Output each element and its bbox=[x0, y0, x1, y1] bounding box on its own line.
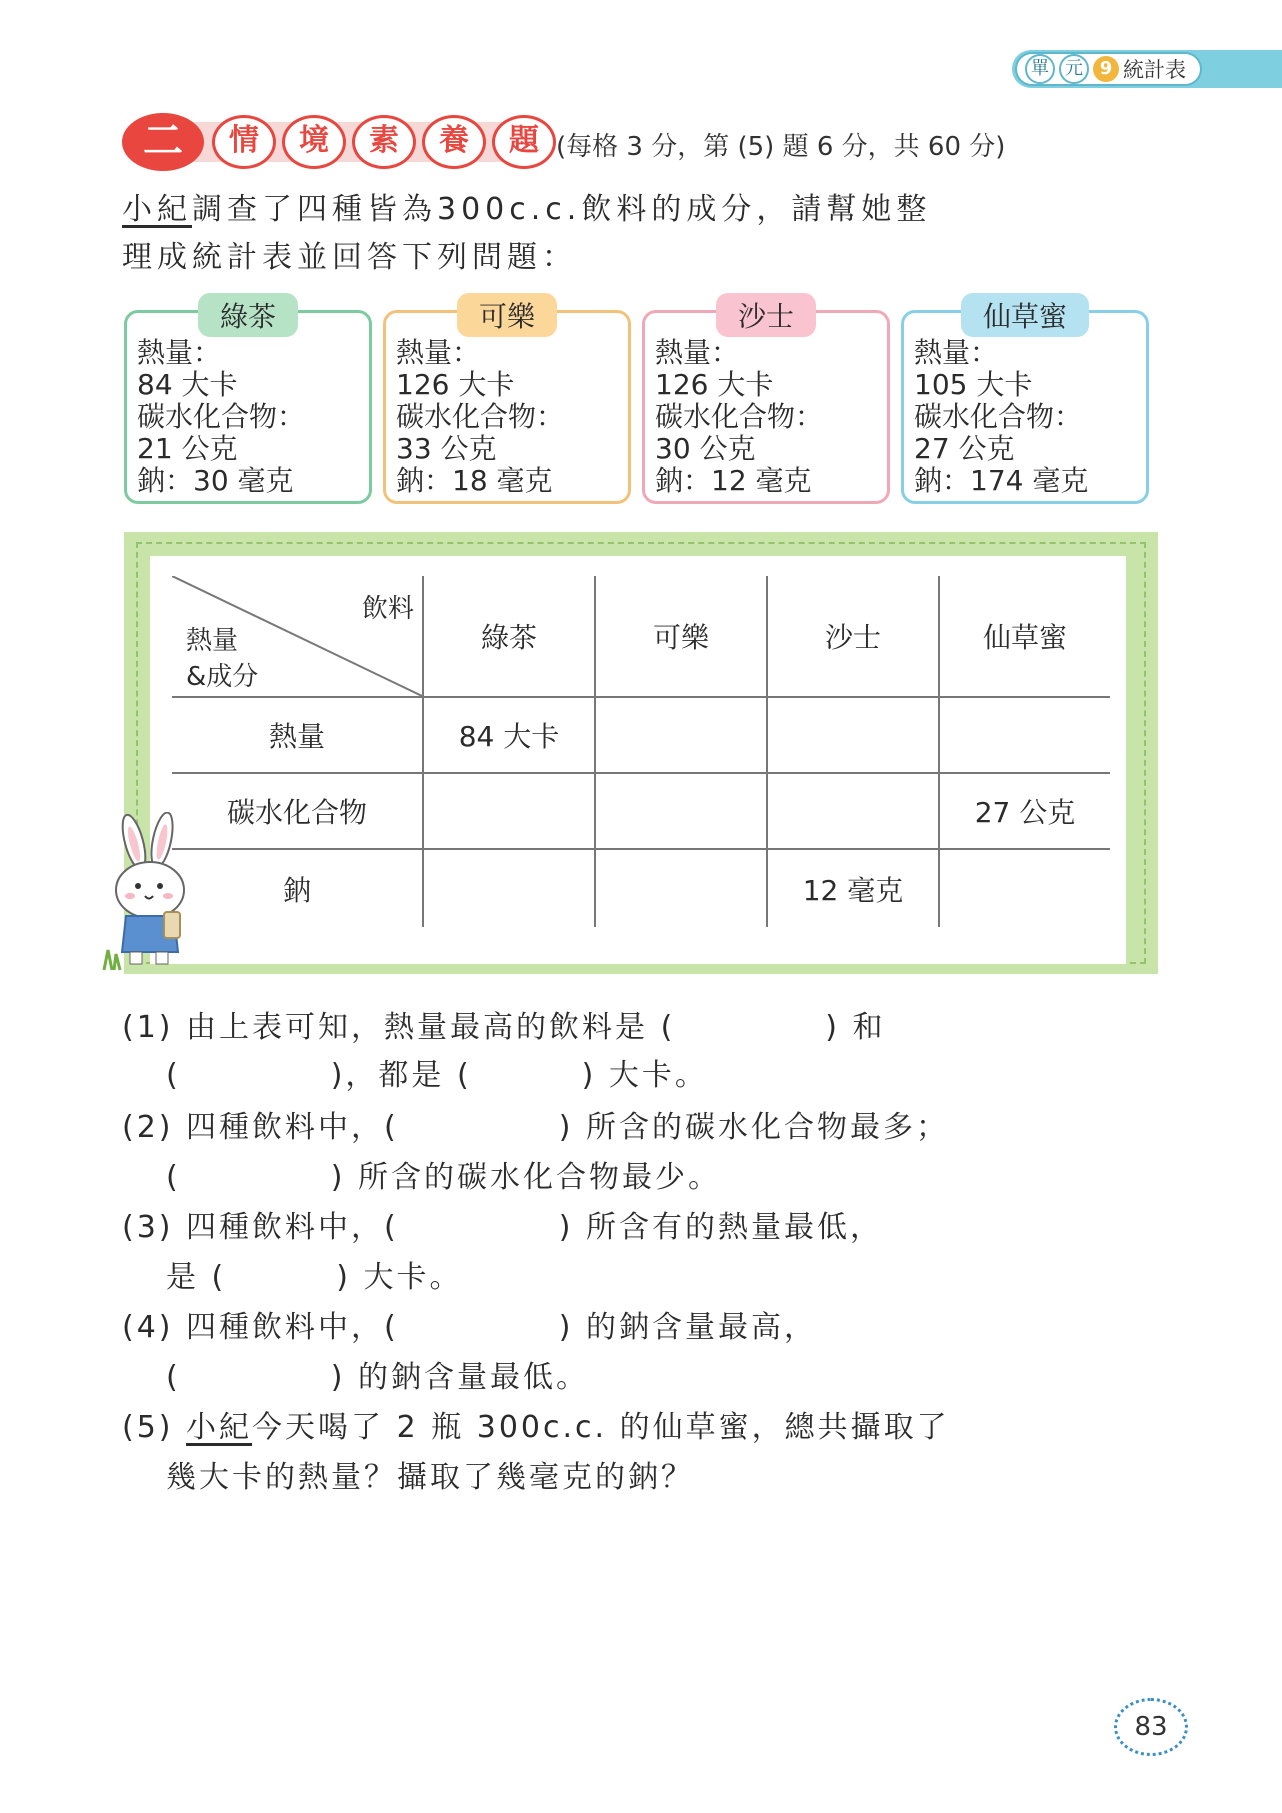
heat-label: 熱量： bbox=[396, 336, 481, 369]
carb-value: 21 公克 bbox=[137, 432, 238, 465]
heat-value: 126 大卡 bbox=[655, 368, 774, 401]
column-header: 綠茶 bbox=[423, 576, 595, 697]
question-text: (3) 四種飲料中，( bbox=[122, 1210, 399, 1245]
carb-value: 27 公克 bbox=[914, 432, 1015, 465]
unit-tab bbox=[1017, 54, 1200, 84]
column-header: 沙士 bbox=[767, 576, 939, 697]
table-row bbox=[172, 773, 1110, 849]
carb-label: 碳水化合物： bbox=[655, 400, 824, 433]
question-3-line-2 bbox=[166, 1252, 463, 1296]
question-text: 是 ( bbox=[166, 1260, 227, 1295]
table-cell[interactable] bbox=[423, 773, 595, 849]
question-text: ) 所含的碳水化合物最多； bbox=[558, 1110, 949, 1145]
question-text: ) 大卡。 bbox=[336, 1260, 463, 1295]
corner-cell bbox=[172, 576, 423, 697]
card-title: 綠茶 bbox=[198, 293, 298, 337]
table-cell[interactable] bbox=[767, 697, 939, 773]
table-cell[interactable] bbox=[767, 773, 939, 849]
section-title bbox=[212, 115, 556, 169]
heat-value: 126 大卡 bbox=[396, 368, 515, 401]
sodium-value: 鈉：12 毫克 bbox=[655, 464, 812, 497]
question-text: (1) 由上表可知，熱量最高的飲料是 ( bbox=[122, 1010, 676, 1045]
question-text: ( bbox=[166, 1360, 181, 1395]
question-text: (2) 四種飲料中，( bbox=[122, 1110, 399, 1145]
question-2-line-1 bbox=[122, 1102, 949, 1146]
card-body bbox=[396, 337, 564, 497]
column-header: 可樂 bbox=[595, 576, 767, 697]
row-header: 鈉 bbox=[172, 849, 423, 927]
question-text: 今天喝了 2 瓶 300c.c. 的仙草蜜，總共攝取了 bbox=[252, 1410, 950, 1445]
corner-label-heat: 熱量 bbox=[186, 626, 239, 656]
card-body bbox=[655, 337, 823, 497]
heat-label: 熱量： bbox=[914, 336, 999, 369]
title-char: 境 bbox=[282, 115, 346, 169]
student-name: 小紀 bbox=[186, 1410, 253, 1445]
card-title: 仙草蜜 bbox=[961, 293, 1089, 337]
table-cell[interactable] bbox=[595, 773, 767, 849]
column-header: 仙草蜜 bbox=[939, 576, 1110, 697]
question-1-line-2 bbox=[166, 1050, 708, 1094]
question-text: ) 的鈉含量最低。 bbox=[330, 1360, 589, 1395]
question-text: ) 和 bbox=[825, 1010, 886, 1045]
table-header-row bbox=[172, 576, 1110, 697]
student-name: 小紀 bbox=[122, 192, 192, 227]
title-char: 題 bbox=[492, 115, 556, 169]
carb-value: 30 公克 bbox=[655, 432, 756, 465]
drink-card-sarsaparilla bbox=[642, 300, 890, 504]
question-4-line-1 bbox=[122, 1302, 817, 1346]
corner-label-ingredient: &成分 bbox=[186, 662, 259, 692]
title-char: 養 bbox=[422, 115, 486, 169]
sodium-value: 鈉：174 毫克 bbox=[914, 464, 1089, 497]
heat-value: 84 大卡 bbox=[137, 368, 238, 401]
page-number: 83 bbox=[1114, 1698, 1188, 1756]
heat-label: 熱量： bbox=[137, 336, 222, 369]
card-body bbox=[914, 337, 1088, 497]
card-title: 可樂 bbox=[457, 293, 557, 337]
unit-number: 9 bbox=[1093, 56, 1119, 82]
intro-line-2: 理成統計表並回答下列問題： bbox=[122, 240, 577, 275]
table-cell[interactable]: 27 公克 bbox=[939, 773, 1110, 849]
question-text: ) 所含有的熱量最低， bbox=[558, 1210, 883, 1245]
table-cell[interactable] bbox=[595, 697, 767, 773]
question-1-line-1 bbox=[122, 1002, 886, 1046]
heat-label: 熱量： bbox=[655, 336, 740, 369]
carb-value: 33 公克 bbox=[396, 432, 497, 465]
card-title: 沙士 bbox=[716, 293, 816, 337]
row-header: 碳水化合物 bbox=[172, 773, 423, 849]
table-cell[interactable] bbox=[939, 697, 1110, 773]
title-char: 素 bbox=[352, 115, 416, 169]
intro-line-1 bbox=[122, 184, 931, 228]
question-text: ) 所含的碳水化合物最少。 bbox=[330, 1160, 721, 1195]
statistics-table bbox=[172, 576, 1110, 927]
carb-label: 碳水化合物： bbox=[137, 400, 306, 433]
unit-title: 統計表 bbox=[1123, 58, 1186, 82]
question-text: )，都是 ( bbox=[330, 1058, 472, 1093]
drink-card-cola bbox=[383, 300, 631, 504]
question-text: ( bbox=[166, 1160, 181, 1195]
question-text: (4) 四種飲料中，( bbox=[122, 1310, 399, 1345]
question-number: (5) bbox=[122, 1410, 174, 1445]
unit-char-1: 單 bbox=[1025, 54, 1055, 84]
carb-label: 碳水化合物： bbox=[396, 400, 565, 433]
table-cell[interactable]: 12 毫克 bbox=[767, 849, 939, 927]
section-heading bbox=[122, 112, 556, 172]
corner-label-drink: 飲料 bbox=[361, 594, 414, 624]
section-number-badge: 二 bbox=[122, 113, 204, 171]
heat-value: 105 大卡 bbox=[914, 368, 1033, 401]
question-text: ( bbox=[166, 1058, 181, 1093]
question-5-line-1 bbox=[122, 1402, 950, 1446]
question-text: ) 的鈉含量最高， bbox=[558, 1310, 817, 1345]
question-5-line-2: 幾大卡的熱量？攝取了幾毫克的鈉？ bbox=[166, 1460, 694, 1495]
table-cell[interactable]: 84 大卡 bbox=[423, 697, 595, 773]
card-body bbox=[137, 337, 305, 497]
table-cell[interactable] bbox=[939, 849, 1110, 927]
table-cell[interactable] bbox=[595, 849, 767, 927]
unit-char-2: 元 bbox=[1059, 54, 1089, 84]
table-row bbox=[172, 697, 1110, 773]
table-cell[interactable] bbox=[423, 849, 595, 927]
sodium-value: 鈉：30 毫克 bbox=[137, 464, 294, 497]
row-header: 熱量 bbox=[172, 697, 423, 773]
question-text: ) 大卡。 bbox=[581, 1058, 708, 1093]
question-3-line-1 bbox=[122, 1202, 883, 1246]
intro-text: 調查了四種皆為300c.c.飲料的成分，請幫她整 bbox=[192, 192, 932, 227]
sodium-value: 鈉：18 毫克 bbox=[396, 464, 553, 497]
drink-card-grass-jelly bbox=[901, 300, 1149, 504]
question-4-line-2 bbox=[166, 1352, 589, 1396]
question-2-line-2 bbox=[166, 1152, 721, 1196]
rabbit-illustration bbox=[100, 812, 210, 972]
carb-label: 碳水化合物： bbox=[914, 400, 1083, 433]
scoring-note: (每格 3 分，第 (5) 題 6 分，共 60 分) bbox=[556, 132, 1006, 162]
table-row bbox=[172, 849, 1110, 927]
drink-card-green-tea bbox=[124, 300, 372, 504]
title-char: 情 bbox=[212, 115, 276, 169]
